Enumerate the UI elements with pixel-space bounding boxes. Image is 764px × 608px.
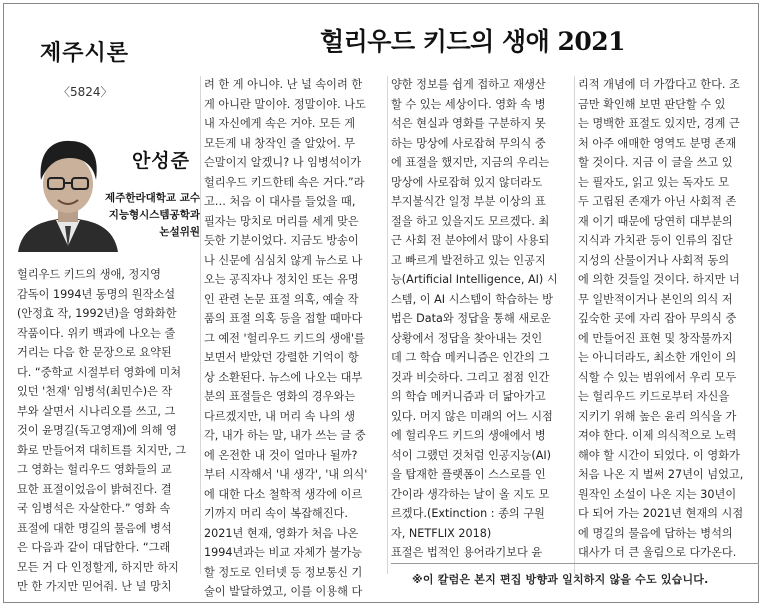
article-line: 기까지 머리 속이 복잡해진다. [204,507,348,520]
article-line: 표절은 법적인 용어라기보다 윤 [391,546,543,559]
article-line: 는 헐리우드 키드로부터 자신을 [578,390,730,403]
article-line: 법은 Data와 정답을 통해 새로운 [391,312,551,325]
article-line: 거리는 다음 한 문장으로 요약된 [17,346,172,359]
article-line: 에 의한 것들일 것이다. 하지만 너 [578,273,740,286]
article-line: 감독이 1994년 동명의 원작소설 [17,287,176,301]
article-line: 다. “중학교 시절부터 영화에 미쳐 [17,365,182,379]
article-line: 각, 내가 하는 말, 내가 쓰는 글 중 [204,429,366,442]
article-line: 할 것이다. 지금 이 글을 쓰고 있 [578,156,733,169]
article-line: 을 탑재한 플랫폼이 스스로를 인 [391,468,546,481]
article-line: 부와 살면서 시나리오를 쓰고, 그 [17,404,176,418]
article-line: 국 임병석은 자살한다.” 영화 속 [17,502,171,515]
article-line: 대사가 더 큰 울림으로 다가온다. [578,546,737,559]
article-line: 다르겠지만, 내 머리 속 나의 생 [204,409,356,423]
article-line: 절을 하고 있을지도 모르겠다. 최 [391,214,550,228]
article-line: 에 만들어진 표현 및 창작물까지 [578,331,733,345]
article-column-1 [17,265,198,597]
article-line: 모든 거 다 인정할게, 하지만 하지 [17,560,179,574]
article-line: 처 아주 애매한 영역도 분명 존재 [578,136,737,150]
article-line: 려 한 게 아니야. 난 널 속이려 한 [204,78,363,91]
article-line: 자, NETFLIX 2018) [391,526,492,540]
column-divider [574,76,575,574]
article-line: 고 빠르게 발전하고 있는 인공지 [391,253,546,267]
article-line: 에 대한 다소 철학적 생각에 이르 [204,487,363,501]
article-line: 지식과 가치관 등이 인류의 집단 [578,234,733,247]
article-line: 화로 만들어져 대히트를 치지만, 그 [17,443,187,457]
article-line: 나 신문에 심심치 않게 뉴스로 나 [204,253,363,267]
article-line: 양한 정보를 쉽게 접하고 재생산 [391,78,546,91]
issue-number: 〈5824〉 [58,85,113,99]
article-line: 것이 윤명길(독고영재)에 의해 영 [17,424,177,437]
article-line: 오는 공직자나 정치인 또는 유명 [204,273,359,286]
article-line: 보면서 받았던 강렬한 기억이 항 [204,351,359,364]
article-line: 모든게 내 창작인 줄 알았어. 무 [204,136,356,150]
article-line: 르겠다.(Extinction : 종의 구원 [391,507,545,520]
article-line: 지키기 위해 높은 윤리 의식을 가 [578,409,737,423]
author-title-line: 제주한라대학교 교수 [105,192,200,204]
article-column-3 [391,75,572,563]
article-line: 헐리우드 키드의 생애, 정지영 [17,268,161,281]
article-column-2 [204,75,385,602]
article-line: 부지불식간 일정 부분 이상의 표 [391,195,546,208]
article-line: 게 아니란 말이야. 정말이야. 나도 [204,97,366,111]
article-line: 할 정도로 인터넷 등 정보통신 기 [204,565,363,579]
article-line: 식할 수 있는 범위에서 우리 모두 [578,370,737,384]
article-line: 헐리우드 키드한테 속은 거다.”라 [204,175,365,189]
article-line: 상 소환된다. 뉴스에 나오는 대부 [204,370,363,384]
article-line: 표절에 대한 명길의 물음에 병석 [17,521,172,535]
article-line: 스템, 이 AI 시스템이 학습하는 방 [391,292,553,306]
article-line: 있다. 머지 않은 미래의 어느 시점 [391,409,553,423]
article-line: 그 영화는 헐리우드 영화들의 교 [17,463,172,476]
article-line: 1994년과는 비교 자체가 불가능 [204,546,363,559]
author-title [96,190,200,241]
article-line: 할 수 있는 세상이다. 영화 속 병 [391,97,546,111]
article-line: (안정효 작, 1992년)을 영화화한 [17,307,177,320]
article-column-4 [578,75,759,563]
article-line: 부터 시작해서 '내 생각', '내 의식' [204,468,368,481]
headline: 헐리우드 키드의 생애 2021 [320,27,626,56]
article-line: 필자는 망치로 머리를 세게 맞은 [204,214,359,228]
column-divider [387,76,388,574]
article-line: 상황에서 정답을 찾아내는 것인 [391,331,543,345]
article-line: 내 자신에게 속은 거야. 모든 게 [204,117,356,130]
article-line: 에 표절을 했지만, 지금의 우리는 [391,156,550,169]
article-line: 무 일반적이거나 본인의 의식 저 [578,292,733,306]
author-title-line: 논설위원 [159,226,200,238]
article-line: 능(Artificial Intelligence, AI) 시 [391,273,558,286]
article-line: 의 학습 메커니즘과 더 닮아가고 [391,390,546,403]
article-line: 다 되어 가는 2021년 현재의 시점 [578,507,744,520]
article-line: 2021년 현재, 영화가 처음 나온 [204,526,359,540]
footnote: ※이 칼럼은 본지 편집 방향과 일치하지 않을 수도 있습니다. [412,573,709,586]
article-line: 그 예전 '헐리우드 키드의 생애'를 [204,331,365,345]
article-line: 슨말이지 알겠니? 나 임병석이가 [204,156,362,169]
article-line: 에 온전한 내 것이 얼마나 될까? [204,448,358,462]
article-line: 처음 나온 지 벌써 27년이 넘었고, [578,468,744,481]
article-line: 분의 표절들은 영화의 경우와는 [204,390,356,403]
article-line: 는 아니더라도, 최소한 개인이 의 [578,351,737,364]
article-line: 만 한 가지만 믿어줘. 난 널 망치 [17,580,172,593]
article-line: 인 관련 논문 표절 의혹, 예술 작 [204,292,359,306]
article-line: 는 필자도, 읽고 있는 독자도 모 [578,175,730,189]
article-line: 에 명길의 물음에 답하는 병석의 [578,526,733,540]
article-line: 데 그 학습 메커니즘은 인간의 그 [391,351,550,364]
article-line: 망상에 사로잡혀 있지 않더라도 [391,175,543,189]
section-title: 제주시론 [40,41,130,66]
article-line: 지성의 산물이거나 사회적 동의 [578,253,730,267]
article-line: 져야 한다. 이제 의식적으로 노력 [578,429,737,442]
article-line: 고… 처음 이 대사를 들었을 때, [204,195,356,208]
article-line: 석은 현실과 영화를 구분하지 못 [391,117,546,130]
article-line: 은 다음과 같이 대답한다. “그래 [17,541,171,554]
article-line: 듯한 기분이었다. 지금도 방송이 [204,234,359,247]
article-line: 작품이다. 위키 백과에 나오는 줄 [17,326,176,340]
article-line: 간이라 생각하는 날이 올 지도 모 [391,487,550,501]
article-line: 두 고립된 존재가 아닌 사회적 존 [578,195,737,208]
article-line: 있던 '천재' 임병석(최민수)은 작 [17,385,173,398]
article-line: 는 명백한 표절도 있지만, 경계 근 [578,117,740,130]
article-line: 원작인 소설이 나온 지는 30년이 [578,487,737,501]
article-line: 술이 발달하였고, 이를 이용해 다 [204,585,363,598]
article-line: 깊숙한 곳에 자리 잡아 무의식 중 [578,312,737,325]
article-line: 품의 표절 의혹 등을 접할 때마다 [204,312,363,325]
article-line: 것과 비슷하다. 그리고 점점 인간 [391,370,550,384]
article-line: 해야 할 시간이 되었다. 이 영화가 [578,448,740,462]
article-line: 석이 그랬던 것처럼 인공지능(AI) [391,448,552,462]
article-line: 에 헐리우드 키드의 생애에서 병 [391,429,546,442]
article-line: 하는 망상에 사로잡혀 무의식 중 [391,136,546,150]
author-name: 안성준 [131,150,190,172]
article-line: 금만 확인해 보면 판단할 수 있 [578,97,726,111]
author-title-line: 지능형시스템공학과 [108,209,200,221]
article-line: 근 사회 전 분야에서 많이 사용되 [391,234,550,247]
article-line: 재 이기 때문에 당연히 대부분의 [578,214,733,228]
column-divider [200,76,201,574]
article-line: 리적 개념에 더 가깝다고 한다. 조 [578,78,740,91]
article-line: 묘한 표절이었음이 밝혀진다. 결 [17,482,172,496]
footnote-rule [391,563,759,564]
